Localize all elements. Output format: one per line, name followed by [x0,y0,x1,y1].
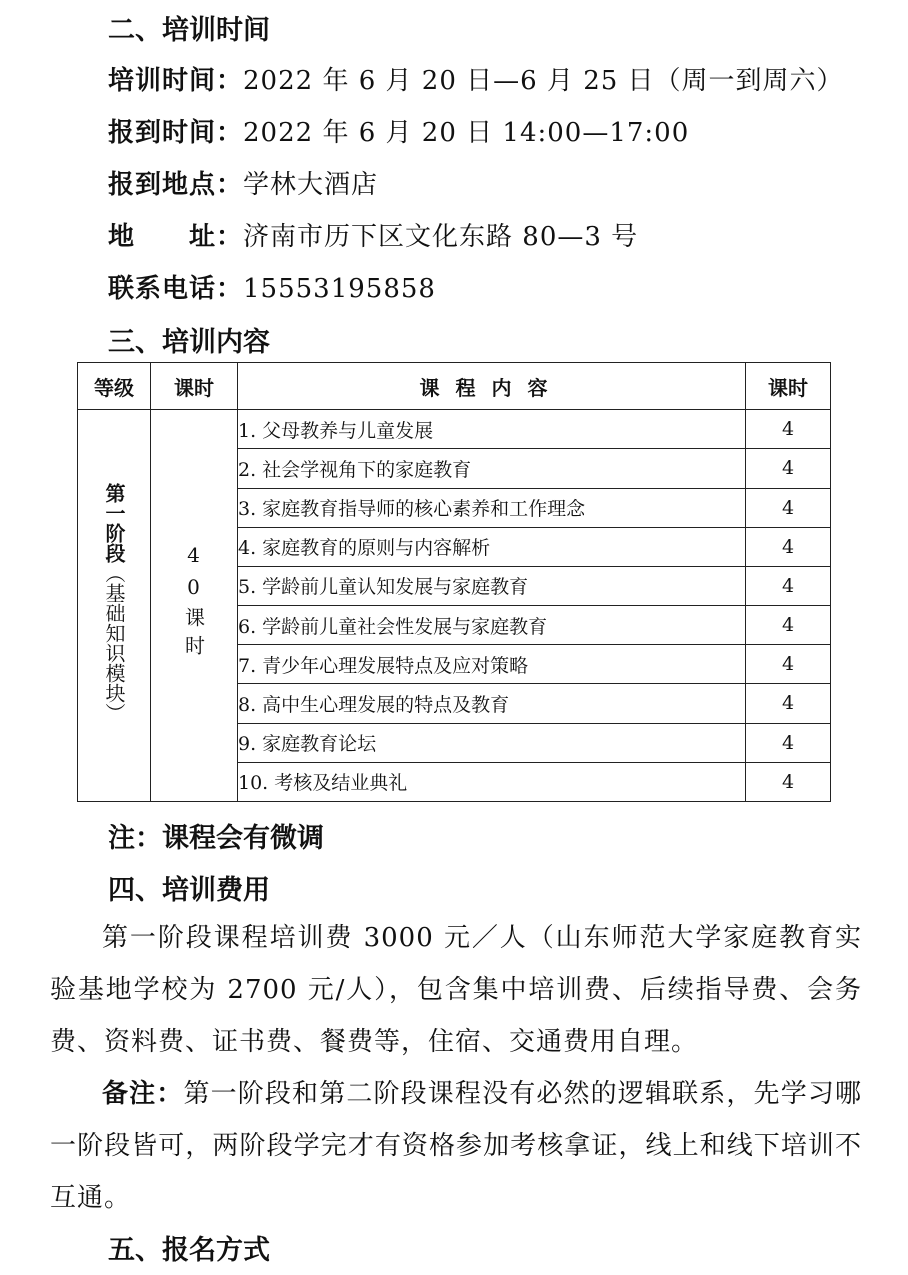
address-line [108,216,638,253]
header-level: 等级 [78,363,151,410]
course-item: 5. 学龄前儿童认知发展与家庭教育 [238,566,746,605]
course-item: 10. 考核及结业典礼 [238,762,746,801]
remark-text: 第一阶段和第二阶段课程没有必然的逻辑联系，先学习哪一阶段皆可，两阶段学完才有资格参加考核拿证，线上和线下培训不互通。 [50,1079,862,1213]
stage-cell [78,410,151,802]
course-item: 7. 青少年心理发展特点及应对策略 [238,645,746,684]
course-item: 6. 学龄前儿童社会性发展与家庭教育 [238,606,746,645]
course-item: 1. 父母教养与儿童发展 [238,410,746,449]
course-item-hours: 4 [746,527,831,566]
remark-paragraph [50,1068,862,1224]
table-row [78,410,831,449]
course-item-hours: 4 [746,410,831,449]
checkin-time-label: 报到时间： [108,118,244,148]
course-item-hours: 4 [746,684,831,723]
total-hours: 40课时 [181,543,206,664]
section-3-heading: 三、培训内容 [108,327,270,358]
section-4-heading: 四、培训费用 [108,875,270,906]
checkin-time-line [108,112,689,149]
course-item-hours: 4 [746,606,831,645]
phone-label: 联系电话： [108,274,244,304]
course-item: 9. 家庭教育论坛 [238,723,746,762]
checkin-time-value: 2022 年 6 月 20 日 14:00—17:00 [243,118,690,148]
header-content: 课程内容 [238,363,746,410]
stage-label [103,483,125,723]
course-item-hours: 4 [746,488,831,527]
address-label: 地 址： [108,222,244,252]
course-item-hours: 4 [746,762,831,801]
training-time-value: 2022 年 6 月 20 日—6 月 25 日（周一到周六） [243,66,844,96]
course-item: 3. 家庭教育指导师的核心素养和工作理念 [238,488,746,527]
phone-value: 15553195858 [243,274,436,304]
total-hours-cell [151,410,238,802]
checkin-place-value: 学林大酒店 [243,170,379,200]
course-item: 4. 家庭教育的原则与内容解析 [238,527,746,566]
table-header-row [78,363,831,410]
checkin-place-line [108,164,378,201]
address-value: 济南市历下区文化东路 80—3 号 [243,222,639,252]
phone-line [108,268,436,305]
checkin-place-label: 报到地点： [108,170,244,200]
course-item: 8. 高中生心理发展的特点及教育 [238,684,746,723]
stage-name: 第一阶段 [102,483,126,564]
course-item-hours: 4 [746,449,831,488]
course-item-hours: 4 [746,645,831,684]
course-table [77,362,831,802]
training-time-line [108,60,844,97]
remark-label: 备注： [102,1079,184,1109]
adjustment-note: 注：课程会有微调 [108,823,324,854]
course-item-hours: 4 [746,566,831,605]
header-hours: 课时 [151,363,238,410]
course-item-hours: 4 [746,723,831,762]
course-item: 2. 社会学视角下的家庭教育 [238,449,746,488]
section-2-heading: 二、培训时间 [108,15,270,46]
training-time-label: 培训时间： [108,66,244,96]
stage-subtitle: （基础知识模块） [102,563,126,724]
section-5-heading: 五、报名方式 [108,1235,270,1266]
header-item-hours: 课时 [746,363,831,410]
fee-paragraph: 第一阶段课程培训费 3000 元／人（山东师范大学家庭教育实验基地学校为 2700 元/人），包含集中培训费、后续指导费、会务费、资料费、证书费、餐费等，住宿、交通费用自理。 [50,923,862,1057]
